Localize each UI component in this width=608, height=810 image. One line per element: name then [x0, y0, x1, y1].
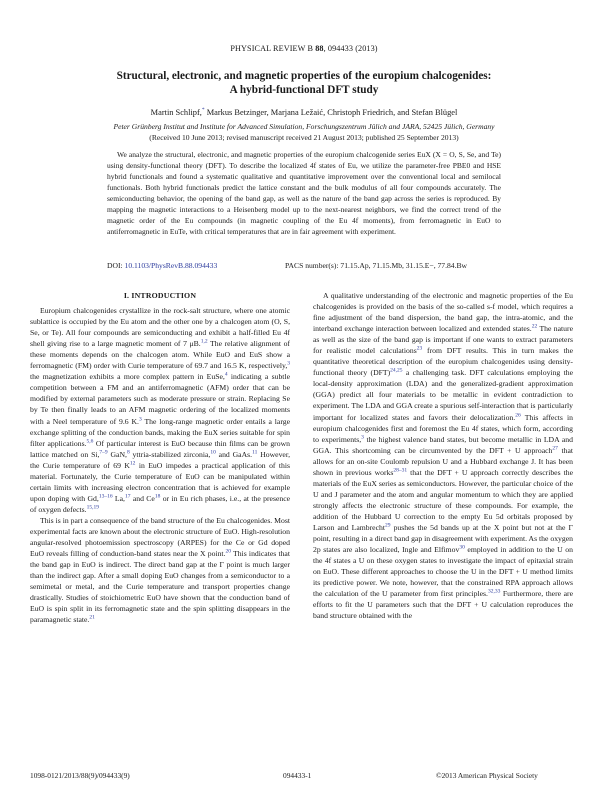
- citation-link[interactable]: 28–31: [393, 467, 408, 474]
- citation-link[interactable]: 10: [210, 449, 216, 456]
- paragraph-text: Furthermore, there are efforts to fit the U parameters such that the DFT + U calculation reproduces the band structure obtained with the: [313, 589, 573, 621]
- first-author: Martin Schlipf,: [150, 108, 202, 117]
- footer-issn: 1098-0121/2013/88(9)/094433(9): [30, 771, 130, 780]
- paragraph-text: A qualitative understanding of the electronic and magnetic properties of the Eu chalcogenides is provided on the basis of the so-called s-f model, which requires a fine adjustment of the band dispersion, the band gap, the intra-atomic, and the interband exchange interaction between localized and extended states.: [313, 291, 573, 334]
- doi-label: DOI:: [107, 261, 125, 270]
- paragraph-text: from DFT results. This in turn makes the quantitative theoretical description of the europium chalcogenides using density-functional theory (DFT): [313, 346, 573, 378]
- paragraph: [30, 305, 290, 515]
- paragraph-text: employed in addition to the U on the 4f states a U on these oxygen states to investigate the impact of epitaxial strain on EuO. These different approaches to choose the U in the DFT + U method limits its predictive power. We note, however, that the constrained RPA approach allows the calculation of the U parameter from first principles.: [313, 545, 573, 599]
- paragraph-text: The nature as well as the size of the band gap is important if one wants to extract parameters for realistic model calculations: [313, 324, 573, 356]
- corresponding-author-mark[interactable]: *: [201, 107, 205, 114]
- section-heading-introduction: I. INTRODUCTION: [123, 291, 197, 300]
- citation-link[interactable]: 27: [552, 445, 558, 452]
- journal-name: PHYSICAL REVIEW B: [230, 44, 314, 53]
- journal-header: [0, 44, 608, 53]
- doi: [107, 261, 217, 270]
- title-line-1: Structural, electronic, and magnetic properties of the europium chalcogenides:: [116, 70, 492, 82]
- paragraph-text: the highest valence band states, but become metallic in LDA and GGA. This shortcoming can be circumvented by the DFT + U approach: [313, 434, 573, 455]
- journal-volume: 88: [315, 44, 324, 53]
- citation-link[interactable]: 32,33: [487, 588, 501, 595]
- paragraph-text: GaN,: [107, 449, 127, 459]
- citation-link[interactable]: 18: [154, 493, 161, 500]
- citation-link[interactable]: 23: [416, 345, 423, 352]
- paragraph-text: indicating a subtle competition between a FM and an antiferromagnetic (AFM) order that can be modified by external parameters such as moderate pressure or strain. Replacing Se by Te then finally leads to an AFM magnetic ordering of the localized moments with a Neel temperature of 9.6 K.: [30, 372, 290, 426]
- paragraph-text: The long-range magnetic order entails a large exchange splitting of the conduction bands, making the EuX series suitable for spin filter applications.: [30, 416, 290, 448]
- citation-link[interactable]: 21: [89, 614, 95, 621]
- paragraph: [313, 290, 573, 621]
- paragraph-text: This is in part a consequence of the band structure of the Eu chalcogenides. Most experimental facts are known about the electronic structure of EuO. High-resolution angular-resolved photoemission spectroscopy (ARPES) for the Ce or Gd doped EuO reveals filling of conduction-band states near the X point.: [30, 515, 290, 559]
- abstract: We analyze the structural, electronic, and magnetic properties of the europium chalcogenide series EuX (X = O, S, Se, and Te) using density-functional theory (DFT). To describe the localized 4f states of Eu, we utilize the parameter-free PBE0 and HSE hybrid functionals and found a systematic qualitative and quantitative improvement over the conventional local and semilocal functionals. Both hybrid functionals predict the lattice constant and the bulk modulus of all four compounds accurately. The semiconducting behavior, the opening of the band gap, as well as the nature of the band gap across the series is reproduced. By mapping the magnetic interactions to a Heisenberg model up to the next-nearest neighbors, we find the correct trend of the magnetic order of the Eu compounds (in magnetic coupling of the Eu 4f moments), from ferromagnetic in EuO to antiferromagnetic in EuTe, with critical temperatures that are in fair agreement with experiment.: [107, 150, 501, 236]
- doi-link[interactable]: 10.1103/PhysRevB.88.094433: [124, 261, 218, 270]
- citation-link[interactable]: 26: [515, 411, 521, 418]
- paragraph: [30, 515, 290, 625]
- paragraph-text: This affects in europium chalcogenides first and foremost the Eu 4f states, which form, according to experiments,: [313, 412, 573, 444]
- paragraph-text: yttria-stabilized zirconia,: [129, 449, 211, 459]
- paragraph-text: This indicates that the band gap in EuO is indirect. The direct band gap at the Γ point is much larger than the indirect gap. After a small doping EuO changes from a semiconductor to a semimetal or metal, and the Curie temperature and transport properties change drastically. Studies of stoichiometric EuO have shown that the conduction band of EuO is spin split in its ferromagnetic state and the spin splitting disappears in the paramagnetic state.: [30, 549, 290, 625]
- citation-link[interactable]: 24,25: [390, 367, 403, 374]
- paragraph-text: pushes the 5d bands up at the X point but not at the Γ point, resulting in a direct band gap in disagreement with experiment. As the oxygen 2p states are also localized, Ingle and Elfimov: [313, 522, 573, 555]
- paragraph-text: in EuO impedes a practical application of this material. Fortunately, the Curie temperature of EuO can be manipulated within certain limits with increasing electron concentration that is achieved for example upon doping with Gd,: [30, 460, 290, 503]
- citation-link[interactable]: 29: [384, 522, 391, 529]
- citation-link[interactable]: 7–9: [99, 449, 108, 456]
- citation-link[interactable]: 5,6: [86, 438, 94, 445]
- paragraph-text: The relative alignment of these moments depends on the chalcogen atom. While EuO and EuS show a ferromagnetic (FM) order with Curie temperature of 69.7 and 16.5 K, respectively,: [30, 339, 290, 371]
- citation-link[interactable]: 20: [225, 548, 231, 555]
- footer-copyright: ©2013 American Physical Society: [436, 771, 538, 780]
- citation-link[interactable]: 1,2: [200, 338, 208, 345]
- paragraph-text: La,: [112, 493, 125, 503]
- citation-link[interactable]: 12: [129, 460, 136, 467]
- paragraph-text: a challenging task. DFT calculations employing the local-density approximation (LDA) and the generalized-gradient approximation (GGA) predict all four materials to be metallic in evident contradiction to experiment. The LDA and GGA create a spurious self-interaction that is particularly important for localized states and favors their delocalization.: [313, 368, 574, 422]
- citation-link[interactable]: 3: [287, 360, 290, 367]
- paragraph-text: or in Eu rich phases, i.e., at the presence of oxygen defects.: [30, 493, 291, 514]
- citation-link[interactable]: 15,19: [86, 504, 99, 511]
- paper-title: [40, 69, 568, 97]
- paragraph-text: Of particular interest is EuO because thin films can be grown lattice matched on Si,: [30, 438, 290, 459]
- right-column: [313, 290, 573, 621]
- citation-link[interactable]: 3: [138, 415, 142, 422]
- affiliation: Peter Grünberg Institut and Institute for Advanced Simulation, Forschungszentrum Jülich and JARA, 52425 Jülich, Germany: [113, 122, 495, 131]
- article-reference: , 094433 (2013): [323, 44, 378, 53]
- citation-link[interactable]: 22: [531, 323, 538, 330]
- left-column: [30, 290, 290, 625]
- citation-link[interactable]: 30: [459, 544, 465, 551]
- citation-link[interactable]: 3: [361, 434, 364, 441]
- paragraph-text: that allows for an on-site Coulomb repulsion U and a Hubbard exchange J. It has been shown in previous works: [313, 445, 573, 477]
- citation-link[interactable]: 17: [124, 493, 131, 500]
- citation-link[interactable]: 8: [126, 449, 130, 456]
- pacs-numbers: PACS number(s): 71.15.Ap, 71.15.Mb, 31.15.E−, 77.84.Bw: [285, 261, 468, 270]
- citation-link[interactable]: 4: [224, 371, 228, 378]
- citation-link[interactable]: 13–16: [98, 493, 113, 500]
- footer-page-number: 094433-1: [283, 771, 312, 780]
- paragraph-text: Europium chalcogenides crystallize in the rock-salt structure, where one atomic sublattice is occupied by the Eu atom and the other one by a chalcogen atom (O, S, Se, or Te). All four compounds are semiconducting and exhibit a half-filled Eu 4f shell giving rise to a large magnetic moment of 7 μB.: [30, 306, 290, 349]
- received-dates: (Received 10 June 2013; revised manuscript received 21 August 2013; published 25 September 2013): [149, 133, 459, 142]
- citation-link[interactable]: 11: [252, 449, 258, 456]
- paragraph-text: and Ce: [130, 493, 155, 503]
- paragraph-text: However, the Curie temperature of 69 K: [30, 449, 291, 470]
- paragraph-text: and GaAs.: [215, 449, 253, 459]
- other-authors: Markus Betzinger, Marjana Ležaić, Christoph Friedrich, and Stefan Blügel: [204, 108, 458, 117]
- author-list: [0, 108, 608, 117]
- paragraph-text: that the DFT + U approach correctly describes the materials of the EuX series as semiconductors. However, the particular choice of the U and J parameter and the atom and angular momentum to which they are applied strongly affects the electronic structure of these compounds. For example, the addition of the Hubbard U correction to the empty Eu 5d orbitals proposed by Larson and Lambrecht: [313, 467, 573, 532]
- title-line-2: A hybrid-functional DFT study: [229, 84, 379, 96]
- paragraph-text: the magnetization exhibits a more complex pattern in EuSe,: [30, 372, 225, 382]
